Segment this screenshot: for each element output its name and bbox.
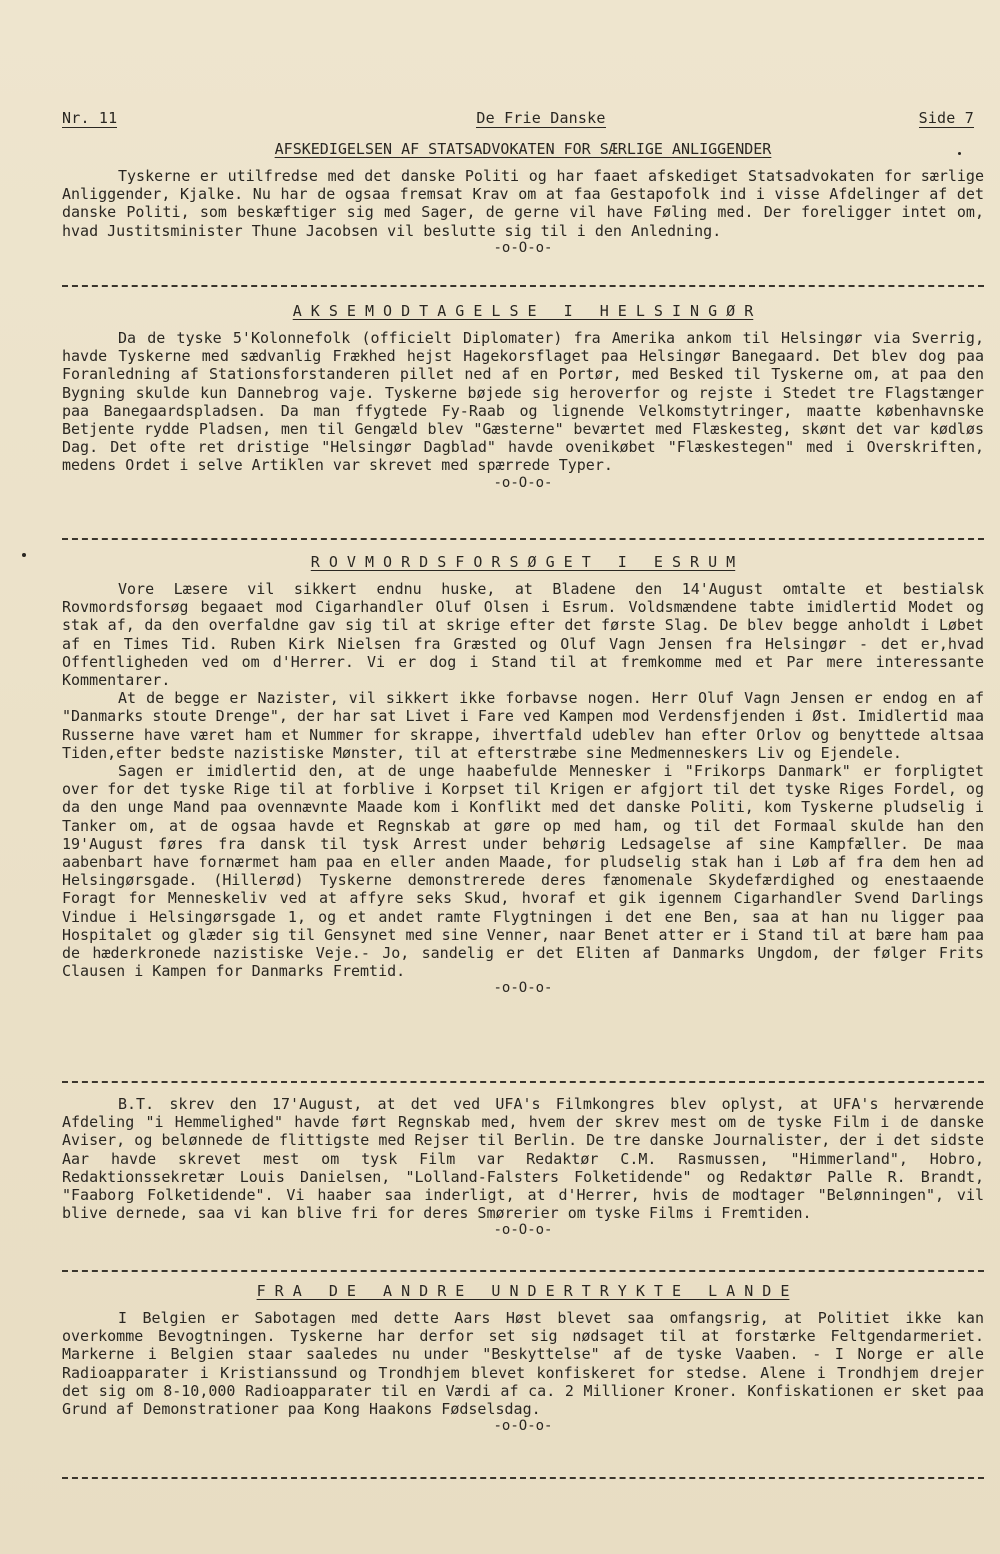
article-headline: F R A D E A N D R E U N D E R T R Y K T E L A N D E [256, 1282, 790, 1300]
article-paragraph: B.T. skrev den 17'August, at det ved UFA's Filmkongres blev oplyst, at UFA's herværende Afdeling "i Hemmelighed" havde ført Regnskab med, hvem der skrev mest om de tyske Film i de danske Aviser, og belønnede de flittigste med Rejser til Berlin. De tre danske Journalister, der i det sidste Aar havde skrevet mest om tysk Film var Redaktør C.M. Rasmussen, "Himmerland", Hobro, Redaktionssekretær Louis Danielsen, "Lolland-Falsters Folketidende" og Redaktør Palle R. Brandt, "Faaborg Folketidende". Vi haaber saa inderligt, at d'Herrer, hvis de modtager "Belønningen", vil blive dernede, saa vi kan blive fri for deres Smørerier om tyske Films i Fremtiden. [62, 1095, 984, 1223]
article-body [62, 1095, 984, 1222]
ink-speck [958, 152, 961, 155]
article-paragraph: Vore Læsere vil sikkert endnu huske, at Bladene den 14'August omtalte et bestialsk Rovmordsforsøg begaaet mod Cigarhandler Oluf Olsen i Esrum. Voldsmændene tabte imidlertid Modet og stak af, da den overfaldne gav sig til at skrige efter det første Slag. De blev begge anholdt i Løbet af en Times Tid. Ruben Kirk Nielsen fra Græsted og Oluf Vagn Jensen fra Helsingør - det er,hvad Offentligheden ved om d'Herrer. Vi er dog i Stand til at fremkomme med et Par mere interessante Kommentarer. [62, 580, 984, 690]
dashed-divider [62, 1270, 984, 1272]
article-paragraph: I Belgien er Sabotagen med dette Aars Høst blevet saa omfangsrig, at Politiet ikke kan overkomme Bevogtningen. Tyskerne har derfor set sig nødsaget til at forstærke Feltgendarmeriet. Markerne i Belgien staar saaledes nu under "Beskyttelse" af de tyske Vaaben. - I Norge er alle Radioapparater i Kristianssund og Trondhjem blevet konfiskeret for stedse. Alene i Trondhjem drejer det sig om 8-10,000 Radioapparater til en Værdi af ca. 2 Millioner Kroner. Konfiskationen er sket paa Grund af Demonstrationer paa Kong Haakons Fødselsdag. [62, 1309, 984, 1419]
article-body [62, 167, 984, 240]
section-separator: -o-O-o- [493, 1418, 553, 1435]
article-headline: AFSKEDIGELSEN AF STATSADVOKATEN FOR SÆRLIGE ANLIGGENDER [274, 140, 772, 158]
article-headline: A K S E M O D T A G E L S E I H E L S I N G Ø R [292, 302, 754, 320]
article-afskedigelsen [62, 140, 984, 255]
article-body [62, 329, 984, 475]
article-paragraph: At de begge er Nazister, vil sikkert ikke forbavse nogen. Herr Oluf Vagn Jensen er endog en af "Danmarks stoute Drenge", der har sat Livet i Fare ved Kampen mod Verdensfjenden i Øst. Imidlertid maa Russerne have været ham et Nummer for skrappe, ihvertfald udeblev han efter Orlov og benyttede altsaa Tiden,efter bedste nazistiske Mønster, til at efterstræbe sine Medmenneskers Liv og Ejendele. [62, 689, 984, 762]
dashed-divider [62, 285, 984, 287]
issue-number: Nr. 11 [62, 109, 118, 127]
article-body [62, 1309, 984, 1418]
publication-title: De Frie Danske [476, 109, 606, 127]
section-separator: -o-O-o- [493, 980, 553, 997]
article-aksemodtagelse [62, 302, 984, 490]
article-undertrykte-lande [62, 1282, 984, 1433]
ink-speck [22, 553, 26, 557]
article-paragraph: Da de tyske 5'Kolonnefolk (officielt Diplomater) fra Amerika ankom til Helsingør via Sverrig, havde Tyskerne med sædvanlig Frækhed hejst Hagekorsflaget paa Helsingør Banegaard. Det blev dog paa Foranledning af Stationsforstanderen pillet ned af en Portør, med Besked til Tyskerne om, at paa den Bygning skulde kun Dannebrog vaje. Tyskerne bøjede sig heroverfor og rejste i Stedet tre Flagstænger paa Banegaardspladsen. Da man ffygtede Fy-Raab og lignende Velkomstytringer, maatte københavnske Betjente rydde Pladsen, men til Gengæld blev "Gæsterne" beværtet med Flæskesteg, skønt det var kødløs Dag. Det ofte ret dristige "Helsingør Dagblad" havde ovenikøbet "Flæskestegen" med i Overskriften, medens Ordet i selve Artiklen var skrevet med spærrede Typer. [62, 329, 984, 475]
dashed-divider [62, 538, 984, 540]
article-rovmordsforsoeget [62, 553, 984, 995]
page-header [62, 109, 974, 128]
dashed-divider [62, 1477, 984, 1479]
section-separator: -o-O-o- [493, 1222, 553, 1239]
article-ufa-filmkongres [62, 1095, 984, 1237]
section-separator: -o-O-o- [493, 474, 553, 491]
article-body [62, 580, 984, 980]
article-paragraph: Tyskerne er utilfredse med det danske Politi og har faaet afskediget Statsadvokaten for særlige Anliggender, Kjalke. Nu har de ogsaa fremsat Krav om at faa Gestapofolk ind i visse Afdelinger af det danske Politi, som beskæftiger sig med Sager, de gerne vil have Føling med. Der foreligger intet om, hvad Justitsminister Thune Jacobsen vil beslutte sig til i den Anledning. [62, 167, 984, 240]
article-paragraph: Sagen er imidlertid den, at de unge haabefulde Mennesker i "Frikorps Danmark" er forpligtet over for det tyske Rige til at forblive i Korpset til Krigen er afgjort til det tyske Riges Fordel, og da den unge Mand paa ovennævnte Maade kom i Konflikt med det danske Politi, kom Tyskerne pludselig i Tanker om, at de ogsaa havde et Regnskab at gøre op med ham, og til det Formaal skulde han den 19'August føres fra dansk til tysk Arrest under behørig Ledsagelse af sine Kampfæller. De maa aabenbart have fornærmet ham paa en eller anden Maade, for pludselig stak han i Løb af fra dem hen ad Helsingørsgade. (Hillerød) Tyskerne demonstrerede deres fænomenale Skydefærdighed og enestaaende Foragt for Menneskeliv ved at affyre seks Skud, hvoraf et gik igennem Cigarhandler Svend Darlings Vindue i Helsingørsgade 1, og et andet ramte Flygtningen i det ene Ben, saa at han nu ligger paa Hospitalet og glæder sig til Gensynet med sine Venner, naar Benet atter er i Stand til at bære ham paa de hæderkronede nazistiske Veje.- Jo, sandelig er det Eliten af Danmarks Ungdom, der følger Frits Clausen i Kampen for Danmarks Fremtid. [62, 762, 984, 981]
dashed-divider [62, 1081, 984, 1083]
section-separator: -o-O-o- [493, 239, 553, 256]
article-headline: R O V M O R D S F O R S Ø G E T I E S R U M [310, 553, 736, 571]
page-number: Side 7 [918, 109, 974, 127]
